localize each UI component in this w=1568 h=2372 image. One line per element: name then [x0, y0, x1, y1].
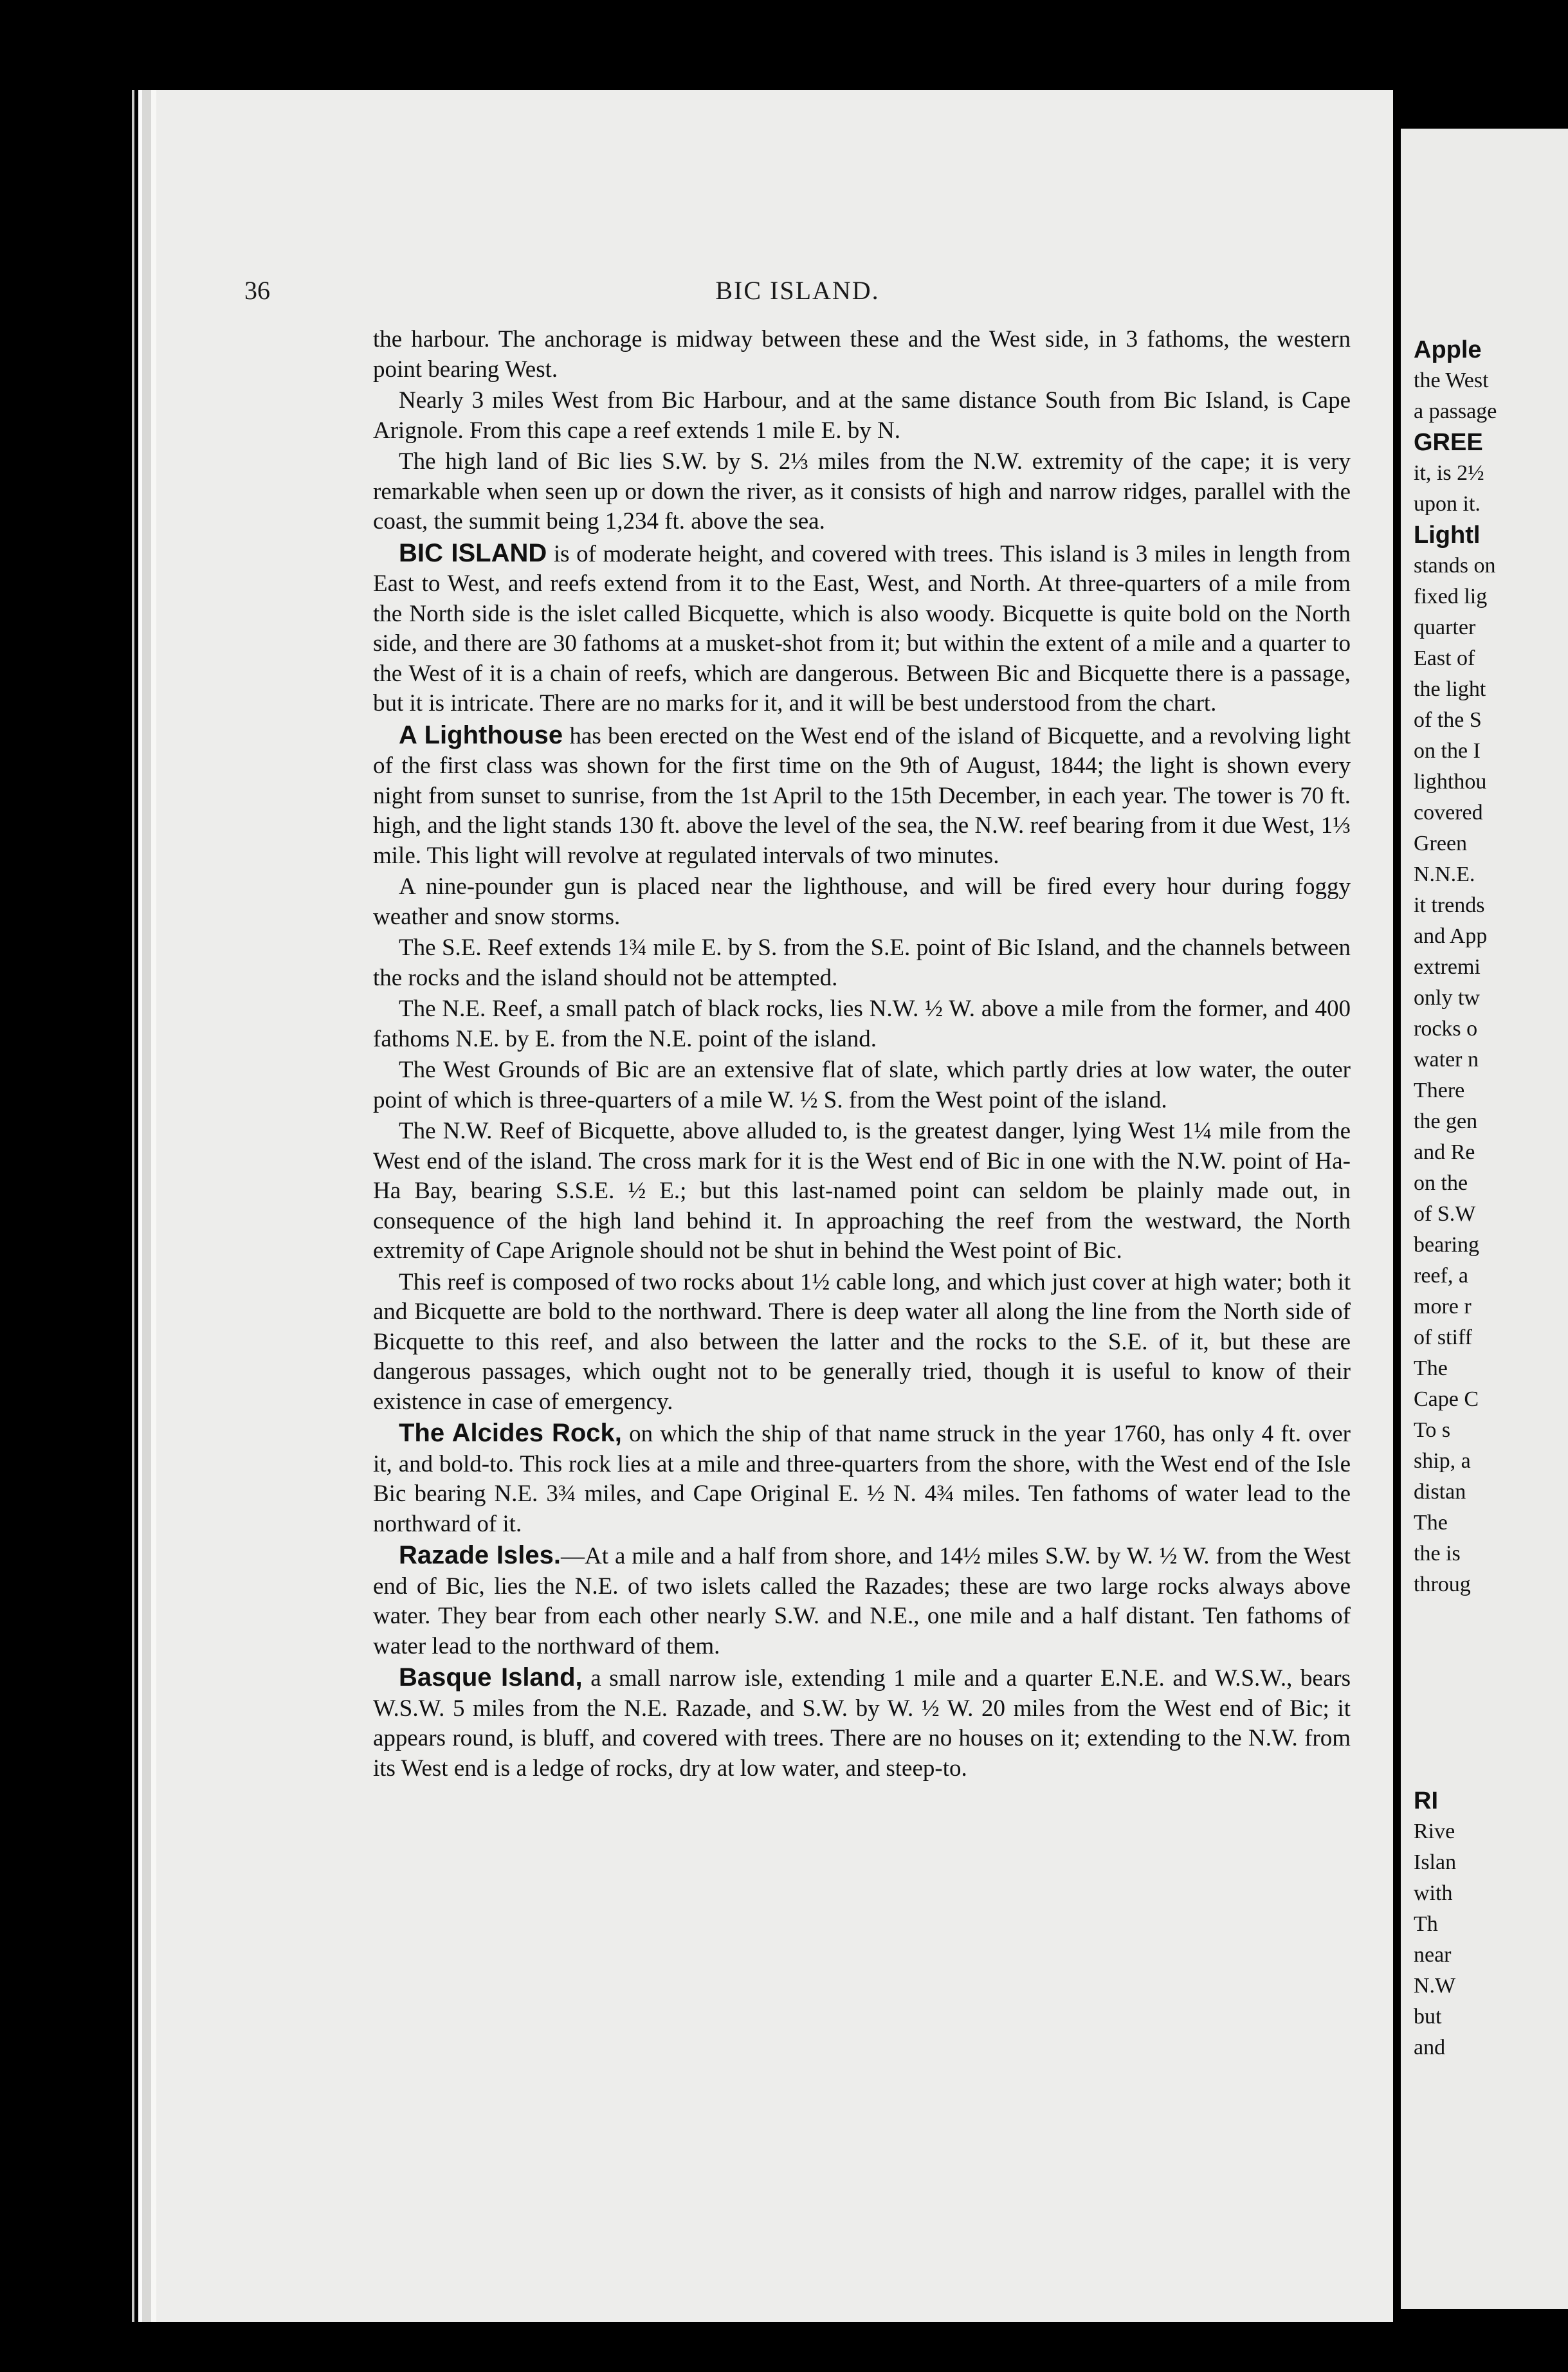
- fragment-line: the gen: [1414, 1109, 1478, 1133]
- fragment-line: the West: [1414, 369, 1489, 392]
- fragment-line: rocks o: [1414, 1017, 1478, 1041]
- paragraph-text: on which the ship of that name struck in the year 1760, has only 4 ft. over it, and bold-to. This rock lies at a mile and three-quarters from the shore, with the West end of the Isle Bic bearing N.E. 3¾ miles, and Cape Original E. ½ N. 4¾ miles. Ten fathoms of water lead to the northward of it.: [373, 1421, 1351, 1537]
- fragment-line: stands on: [1414, 554, 1496, 578]
- fragment-line: [1414, 1724, 1568, 1755]
- fragment-line: more r: [1414, 1295, 1472, 1318]
- paragraph-p12: [373, 1418, 1351, 1539]
- fragment-line: Green: [1414, 832, 1468, 855]
- fragment-line: GREE: [1414, 429, 1483, 456]
- paragraph-text: the harbour. The anchorage is midway between these and the West side, in 3 fathoms, the western point bearing West.: [373, 326, 1351, 383]
- paragraph-p13: [373, 1540, 1351, 1661]
- fragment-line: of the S: [1414, 708, 1482, 732]
- fragment-line: [1414, 1693, 1568, 1724]
- paragraph-p9: [373, 1055, 1351, 1115]
- fragment-line: quarter: [1414, 616, 1476, 639]
- fragment-line: lighthou: [1414, 770, 1487, 794]
- fragment-line: Rive: [1414, 1820, 1455, 1843]
- paragraph-text: A nine-pounder gun is placed near the lighthouse, and will be fired every hour during foggy weather and snow storms.: [373, 873, 1351, 930]
- fragment-line: bearing: [1414, 1233, 1479, 1257]
- fragment-line: East of: [1414, 646, 1475, 670]
- paragraph-p10: [373, 1117, 1351, 1266]
- page-title: BIC ISLAND.: [715, 276, 880, 305]
- fragment-line: ship, a: [1414, 1449, 1471, 1473]
- fragment-line: N.N.E.: [1414, 862, 1475, 886]
- paragraph-text: This reef is composed of two rocks about 1½ cable long, and which just cover at high water; both it and Bicquette are bold to the northward. There is deep water all along the line from the North side of Bicquette to this reef, and also between the latter and the rocks to the S.E. of it, but these are dangerous passages, which ought not to be generally tried, though it is useful to know of their existence in case of emergency.: [373, 1268, 1351, 1415]
- fragment-line: water n: [1414, 1048, 1479, 1072]
- fragment-line: Lightl: [1414, 522, 1481, 549]
- fragment-line: near: [1414, 1943, 1452, 1967]
- paragraph-p7: [373, 933, 1351, 993]
- paragraph-p8: [373, 994, 1351, 1054]
- fragment-line: Islan: [1414, 1850, 1457, 1874]
- page-header: [244, 275, 1351, 307]
- page-body: [373, 325, 1351, 1785]
- paragraph-p5: [373, 720, 1351, 871]
- fragment-line: the is: [1414, 1542, 1461, 1565]
- paragraph-text: The N.W. Reef of Bicquette, above alluded to, is the greatest danger, lying West 1¼ mile from the West end of the island. The cross mark for it is the West end of Bic in one with the N.W. point of Ha-Ha Bay, bearing S.S.E. ½ E.; but this last-named point can seldom be plainly made out, in consequence of the high land behind it. In approaching the reef from the westward, the North extremity of Cape Arignole should not be shut in behind the West point of Bic.: [373, 1118, 1351, 1264]
- paragraph-p6: [373, 872, 1351, 932]
- fragment-line: [1414, 1662, 1568, 1693]
- fragment-line: it, is 2½: [1414, 461, 1484, 485]
- fragment-line: [1414, 1755, 1568, 1785]
- fragment-line: To s: [1414, 1418, 1451, 1442]
- paragraph-text: has been erected on the West end of the island of Bicquette, and a revolving light of the first class was shown for the first time on the 9th of August, 1844; the light is shown every night from sunset to sunrise, from the 1st April to the 15th December, in each year. The tower is 70 ft. high, and the light stands 130 ft. above the level of the sea, the N.W. reef bearing from it due West, 1⅓ mile. This light will revolve at regulated intervals of two minutes.: [373, 722, 1351, 869]
- paragraph-heading: The Alcides Rock,: [399, 1419, 622, 1447]
- fragment-line: There: [1414, 1079, 1465, 1102]
- fragment-line: RI: [1414, 1787, 1438, 1814]
- fragment-line: covered: [1414, 801, 1483, 825]
- fragment-line: throug: [1414, 1573, 1471, 1596]
- paragraph-p3: [373, 447, 1351, 537]
- fragment-line: the light: [1414, 677, 1486, 701]
- paragraph-text: The West Grounds of Bic are an extensive flat of slate, which partly dries at low water, the outer point of which is three-quarters of a mile W. ½ S. from the West point of the island.: [373, 1057, 1351, 1113]
- fragment-line: and: [1414, 2036, 1446, 2059]
- fragment-line: upon it.: [1414, 492, 1481, 516]
- fragment-line: reef, a: [1414, 1264, 1468, 1288]
- page-edge: [132, 90, 134, 2322]
- paragraph-p14: [373, 1663, 1351, 1784]
- paragraph-p11: [373, 1268, 1351, 1418]
- fragment-line: and App: [1414, 924, 1488, 948]
- paragraph-text: is of moderate height, and covered with trees. This island is 3 miles in length from East to West, and reefs extend from it to the East, West, and North. At three-quarters of a mile from the North side is the islet called Bicquette, which is also woody. Bicquette is quite bold on the North side, and there are 30 fathoms at a musket-shot from it; but within the extent of a mile and a quarter to the West of it is a chain of reefs, which are dangerous. Between Bic and Bicquette there is a passage, but it is intricate. There are no marks for it, and it will be best understood from the chart.: [373, 540, 1351, 716]
- fragment-line: and Re: [1414, 1140, 1475, 1164]
- fragment-line: only tw: [1414, 986, 1480, 1010]
- paragraph-heading: Basque Island,: [399, 1663, 583, 1692]
- paragraph-p4: [373, 538, 1351, 719]
- paragraph-p2: [373, 386, 1351, 446]
- fragment-line: Cape C: [1414, 1387, 1479, 1411]
- fragment-line: fixed lig: [1414, 585, 1488, 608]
- paragraph-text: —At a mile and a half from shore, and 14½ miles S.W. by W. ½ W. from the West end of Bic, lies the N.E. of two islets called the Razades; these are two large rocks always above water. They bear from each other nearly S.W. and N.E., one mile and a half distant. Ten fathoms of water lead to the northward of them.: [373, 1543, 1351, 1659]
- fragment-line: extremi: [1414, 955, 1481, 979]
- paragraph-text: Nearly 3 miles West from Bic Harbour, and at the same distance South from Bic Island, is Cape Arignole. From this cape a reef extends 1 mile E. by N.: [373, 387, 1351, 444]
- paragraph-heading: Razade Isles.: [399, 1541, 561, 1569]
- fragment-line: [1414, 1631, 1568, 1662]
- fragment-line: [1414, 1600, 1568, 1631]
- right-page: [1401, 129, 1568, 2309]
- fragment-line: on the: [1414, 1171, 1468, 1195]
- fragment-line: on the I: [1414, 739, 1481, 763]
- paragraph-text: The high land of Bic lies S.W. by S. 2⅓ miles from the N.W. extremity of the cape; it is very remarkable when seen up or down the river, as it consists of high and narrow ridges, parallel with the coast, the summit being 1,234 ft. above the sea.: [373, 448, 1351, 534]
- fragment-line: with: [1414, 1881, 1453, 1905]
- fragment-line: of stiff: [1414, 1326, 1472, 1349]
- fragment-line: N.W: [1414, 1974, 1456, 1998]
- paragraph-text: The N.E. Reef, a small patch of black rocks, lies N.W. ½ W. above a mile from the former, and 400 fathoms N.E. by E. from the N.E. point of the island.: [373, 996, 1351, 1052]
- page-number: 36: [244, 276, 270, 305]
- paragraph-p1: [373, 325, 1351, 385]
- paragraph-heading: BIC ISLAND: [399, 538, 547, 567]
- fragment-line: The: [1414, 1356, 1448, 1380]
- fragment-line: but: [1414, 2005, 1442, 2029]
- paragraph-text: The S.E. Reef extends 1¾ mile E. by S. from the S.E. point of Bic Island, and the channels between the rocks and the island should not be attempted.: [373, 935, 1351, 991]
- fragment-line: Th: [1414, 1912, 1438, 1936]
- fragment-line: it trends: [1414, 893, 1485, 917]
- fragment-line: distan: [1414, 1480, 1466, 1504]
- paragraph-heading: A Lighthouse: [399, 720, 563, 749]
- next-page-column: [1414, 334, 1568, 2063]
- fragment-line: a passage: [1414, 399, 1497, 423]
- fragment-line: Apple: [1414, 336, 1482, 363]
- fragment-line: The: [1414, 1511, 1448, 1535]
- paragraph-text: a small narrow isle, extending 1 mile and a quarter E.N.E. and W.S.W., bears W.S.W. 5 miles from the N.E. Razade, and S.W. by W. ½ W. 20 miles from the West end of Bic; it appears round, is bluff, and covered with trees. There are no houses on it; extending to the N.W. from its West end is a ledge of rocks, dry at low water, and steep-to.: [373, 1665, 1351, 1782]
- fragment-line: of S.W: [1414, 1202, 1476, 1226]
